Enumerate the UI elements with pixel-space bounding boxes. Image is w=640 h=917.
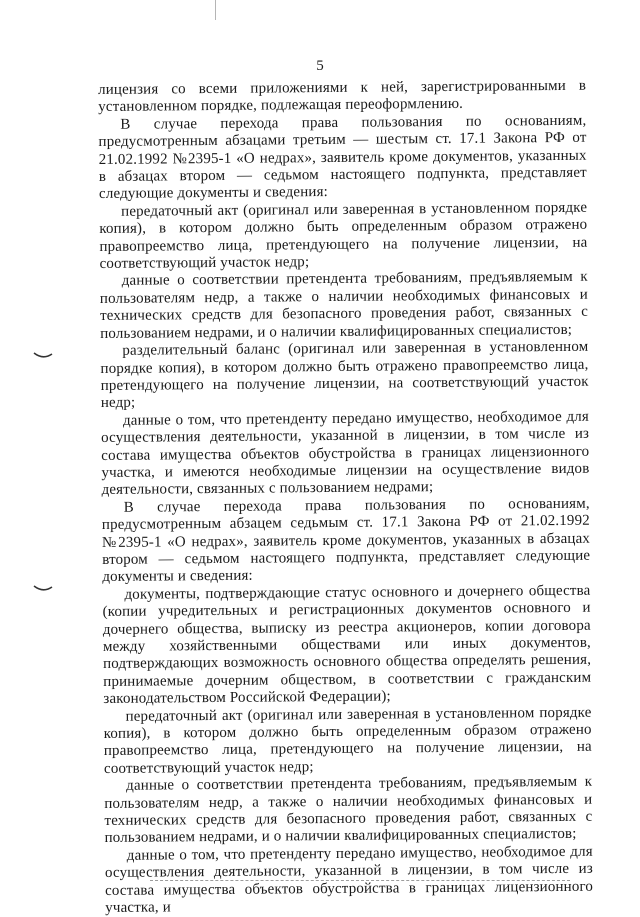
paragraph-applicant-compliance-2: данные о соответствии претендента требованиям, предъявляемым к пользователям недр, а также о наличии необходимых финансовых и технических средств для безопасного проведения работ, связанных с пользованием недрами, и о наличии квалифицированных специалистов; [104, 773, 593, 847]
paragraph-separation-balance: разделительный баланс (оригинал или заверенная в установленном порядке копия), в котором должно быть отражено правопреемство лица, претендующего на получение лицензии, на соответствующий участок недр; [100, 338, 589, 412]
document-body [98, 78, 593, 917]
scan-edge-mark [215, 0, 216, 20]
paragraph-property-transfer: данные о том, что претенденту передано имущество, необходимое для осуществления деятельности, указанной в лицензии, в том числе из состава имущества объектов обустройства в границах лицензионного участка, и имеются необходимые лицензии на осуществление видов деятельности, связанных с пользованием недрами; [101, 408, 590, 499]
binding-hole-mark-shape [33, 352, 53, 360]
paragraph-transfer-act: передаточный акт (оригинал или заверенная в установленном порядке копия), в котором должно быть определенным образом отражено правопреемство лица, претендующего на получение лицензии, на соответствующий участок недр; [99, 199, 588, 273]
paragraph-transfer-act-2: передаточный акт (оригинал или заверенная в установленном порядке копия), в котором должно быть определенным образом отражено правопреемство лица, претендующего на получение лицензии, на соответствующий участок недр; [103, 704, 592, 777]
binding-hole-mark [33, 585, 53, 593]
paragraph-transfer-grounds-7: В случае перехода права пользования по основаниям, предусмотренным абзацем седьмым ст. 17.1 Закона РФ от 21.02.1992 №2395-1 «О недрах», заявитель кроме документов, указанных в абзацах втором — седьмом настоящего подпункта, представляет следующие документы и сведения: [101, 495, 591, 586]
paragraph-transfer-grounds-3-6: В случае перехода права пользования по основаниям, предусмотренным абзацами третьим — шестым ст. 17.1 Закона РФ от 21.02.1992 №2395-1 «О недрах», заявитель кроме документов, указанных в абзацах втором — седьмом настоящего подпункта, представляет следующие документы и сведения: [98, 112, 587, 203]
binding-hole-mark-shape [33, 585, 53, 593]
paragraph-continuation: лицензия со всеми приложениями к ней, зарегистрированными в установленном порядке, подлежащая переоформлению. [98, 77, 587, 116]
scan-bottom-edge [150, 880, 570, 881]
paragraph-property-transfer-2: данные о том, что претенденту передано имущество, необходимое для осуществления деятельности, указанной в лицензии, в том числе из состава имущества объектов обустройства в границах лицензионного участка, и [104, 843, 594, 917]
paragraph-subsidiary-status: документы, подтверждающие статус основного и дочернего общества (копии учредительных и регистрационных документов основного и дочернего общества, выписку из реестра акционеров, копии договора между хозяйственными обществами или иных документов, подтверждающих возможность основного общества определять решения, принимаемые дочерним обществом, в соответствии с гражданским законодательством Российской Федерации); [102, 582, 592, 708]
paragraph-applicant-compliance: данные о соответствии претендента требованиям, предъявляемым к пользователям недр, а также о наличии необходимых финансовых и технических средств для безопасного проведения работ, связанных с пользованием недрами, и о наличии квалифицированных специалистов; [99, 269, 589, 342]
binding-hole-mark [33, 352, 53, 360]
page-number: 5 [316, 58, 324, 74]
